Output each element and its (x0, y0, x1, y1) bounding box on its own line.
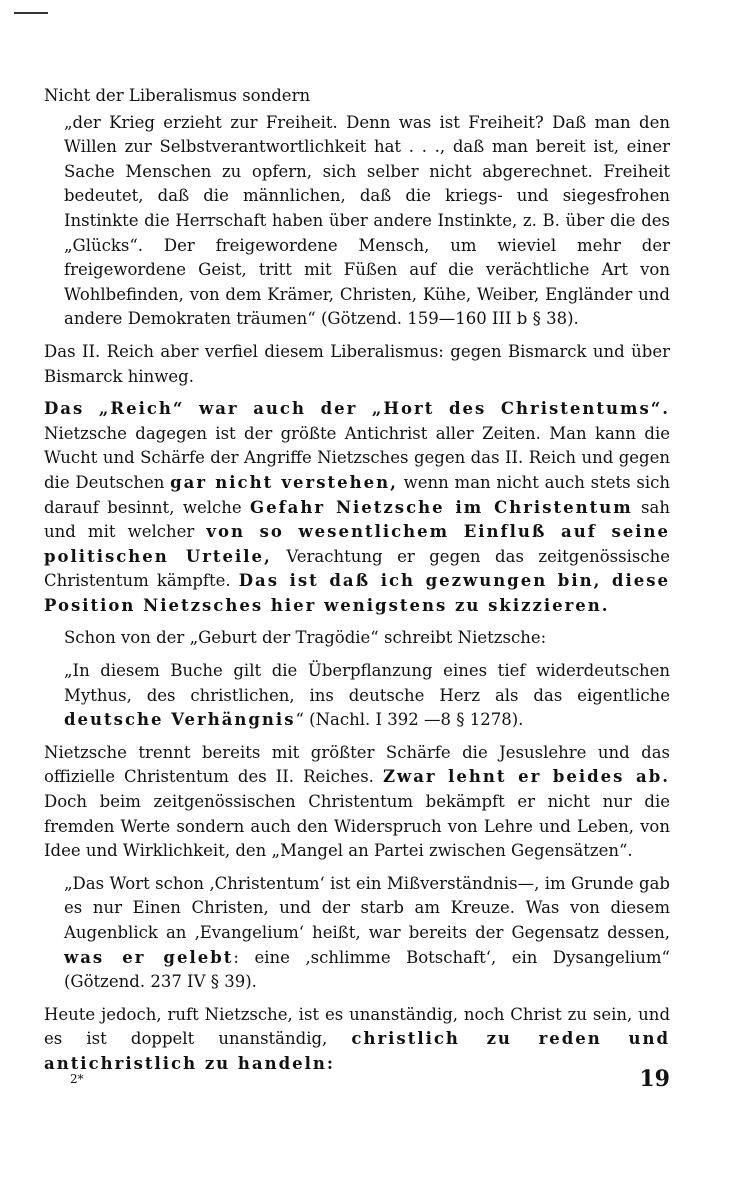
block-quote (64, 111, 670, 332)
emphasized-text: was er gelebt (64, 947, 234, 967)
text-segment: Heute jedoch, ruft Nietzsche, ist es unanständig, noch Christ zu sein, und es ist doppelt unanständig, (44, 1004, 670, 1049)
block-quote (64, 872, 670, 995)
text-segment: „In diesem Buche gilt die Überpflanzung eines tief widerdeutschen Mythus, des christlichen, ins deutsche Herz als das eigentliche (64, 661, 670, 705)
text-segment: Das II. Reich aber verfiel diesem Liberalismus: gegen Bismarck und über Bismarck hinweg. (44, 341, 670, 386)
text-segment: sah und mit welcher (44, 497, 670, 542)
page-footer (70, 1066, 670, 1096)
text-segment: Doch beim zeitgenössischen Christentum bekämpft er nicht nur die fremden Werte sondern auch den Widerspruch von Lehre und Leben, von Idee und Wirklichkeit, den „Mangel an Partei zwischen Gegensätzen“. (44, 792, 670, 861)
page-number: 19 (639, 1066, 670, 1092)
text-segment: Verachtung er gegen das zeitgenössische Christentum kämpfte. (44, 546, 670, 591)
signature-mark: 2* (70, 1072, 84, 1086)
text-segment: Schon von der „Geburt der Tragödie“ schreibt Nietzsche: (64, 628, 547, 648)
paragraph (44, 626, 670, 651)
text-segment: wenn man nicht auch stets sich darauf besinnt, welche (44, 472, 671, 517)
text-segment: Nietzsche dagegen ist der größte Antichrist aller Zeiten. Man kann die Wucht und Schärfe der Angriffe Nietzsches gegen das II. Reich und gegen die Deutschen (44, 423, 670, 492)
paragraph (44, 397, 670, 618)
emphasized-text: christlich zu reden und antichristlich zu handeln: (44, 1029, 670, 1073)
emphasized-text: von so wesentlichem Einfluß auf seine politischen Urteile, (44, 522, 670, 566)
text-segment: : eine ‚schlimme Botschaft‘, ein Dysangelium“ (Götzend. 237 IV § 39). (64, 947, 670, 992)
emphasized-text: Gefahr Nietzsche im Christentum (250, 497, 633, 517)
text-segment: Nietzsche trennt bereits mit größter Schärfe die Jesuslehre und das offizielle Christentum des II. Reiches. (44, 742, 670, 787)
emphasized-text: Zwar lehnt er beides ab. (382, 767, 670, 787)
text-segment: Nicht der Liberalismus sondern (44, 86, 311, 105)
block-quote (64, 659, 670, 733)
text-segment: “ (Nachl. I 392 —8 § 1278). (295, 710, 524, 730)
emphasized-text: deutsche Verhängnis (64, 710, 296, 730)
emphasized-text: gar nicht verstehen, (170, 472, 398, 492)
text-segment: „der Krieg erzieht zur Freiheit. Denn was ist Freiheit? Daß man den Willen zur Selbstverantwortlichkeit hat . . ., daß man bereit ist, einer Sache Menschen zu opfern, sich selber nicht abgerechnet. Freiheit bedeutet, daß die männlichen, daß die kriegs- und siegesfrohen Instinkte die Herrschaft haben über andere Instinkte, z. B. über die des „Glücks“. Der freigewordene Mensch, um wieviel mehr der freigewordene Geist, tritt mit Füßen auf die verächtliche Art von Wohlbefinden, von dem Krämer, Christen, Kühe, Weiber, Engländer und andere Demokraten träumen“ (Götzend. 159—160 III b § 38). (64, 112, 670, 329)
paragraph (44, 741, 670, 864)
body-text (44, 84, 670, 1085)
header-rule (14, 12, 48, 14)
emphasized-text: Das „Reich“ war auch der „Hort des Christentums“. (44, 399, 670, 419)
paragraph (44, 84, 670, 109)
paragraph (44, 340, 670, 389)
text-segment: „Das Wort schon ‚Christentum‘ ist ein Mißverständnis—, im Grunde gab es nur Einen Christen, und der starb am Kreuze. Was von diesem Augenblick an ‚Evangelium‘ heißt, war bereits der Gegensatz dessen, (64, 873, 670, 942)
emphasized-text: Das ist daß ich gezwungen bin, diese Position Nietzsches hier wenigstens zu skizzieren. (44, 571, 670, 615)
